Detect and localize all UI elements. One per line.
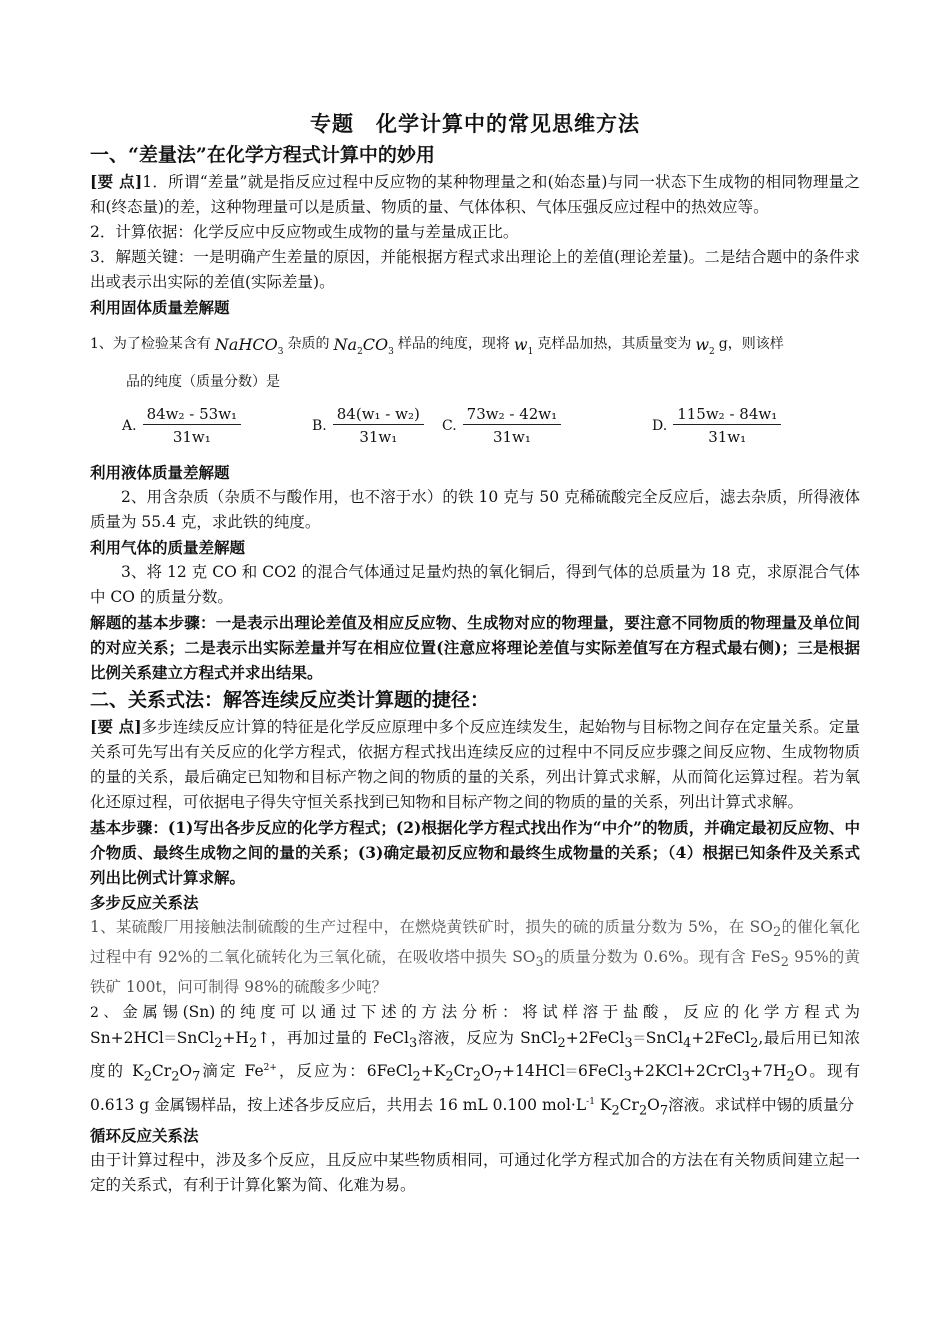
q1-text-e: g，则该样 <box>718 336 784 353</box>
subheading-cyclic: 循环反应关系法 <box>90 1125 199 1145</box>
subheading-multistep: 多步反应关系法 <box>90 893 199 913</box>
option-c: C. $\frac{\text{73w₂ - 42w₁}}{\text{31w₁}}$ <box>442 405 652 446</box>
section1-key-p1 <box>90 169 860 220</box>
formula-na2co3: $Na_2CO_3$ <box>333 335 394 358</box>
section1-heading: 一、“差量法”在化学方程式计算中的妙用 <box>90 144 435 166</box>
option-d: D. $\frac{\text{115w₂ - 84w₁}}{\text{31w₁}}$ <box>652 405 781 446</box>
answer-options <box>122 405 860 446</box>
question-2: 2、用含杂质（杂质不与酸作用，也不溶于水）的铁 10 克与 50 克稀硫酸完全反应后，滤去杂质，所得液体质量为 55.4 克，求此铁的纯度。 <box>90 488 860 532</box>
subheading-gas: 利用气体的质量差解题 <box>90 538 246 558</box>
key-label: [要 点] <box>90 172 143 191</box>
key-label: [要 点] <box>90 717 142 737</box>
question-1 <box>90 326 860 358</box>
cyclic-paragraph: 由于计算过程中，涉及多个反应，且反应中某些物质相同，可通过化学方程式加合的方法在有关物质间建立起一定的关系式，有利于计算化繁为简、化难为易。 <box>90 1150 860 1194</box>
q1-text-c: 样品的纯度，现将 <box>397 336 510 353</box>
multistep-question-1: 1、某硫酸厂用接触法制硫酸的生产过程中，在燃烧黄铁矿时，损失的硫的质量分数为 5%，在 $SO_2$的催化氧化过程中有 92%的二氧化硫转化为三氧化硫，在吸收塔中损失 $SO_3$的质量分数为 0.6%。现有含 FeS$_2$ 95%的黄铁矿 100t，问可制得 98%的硫酸多少吨？ <box>90 918 860 997</box>
key-text: 1．所谓“差量”就是指反应过程中反应物的某种物理量之和(始态量)与同一状态下生成物的相同物理量之和(终态量)的差，这种物理量可以是质量、物质的量、气体体积、气体压强反应过程中的热效应等。 <box>90 173 860 216</box>
q1-text-d: 克样品加热，其质量变为 <box>537 336 692 353</box>
multistep-question-2: 2、金属锡(Sn)的纯度可以通过下述的方法分析：将试样溶于盐酸，反应的化学方程式为 $Sn+2HCl=SnCl_2+H_2↑$，再加过量的 FeCl$_3$溶液，反应为 SnCl$_2$+2FeCl$_3$=SnCl$_4$+2FeCl$_2$,最后用已知浓度的 $K_2Cr_2O_7$滴定 $Fe^{2+}$，反应为：$6FeCl_2+K_2Cr_2O_7+14HCl=6FeCl_3+2KCl+2CrCl_3+7H_2O$。现有 0.613 g 金属锡样品，按上述各步反应后，共用去 16 mL 0.100 $mol\cdot L^{-1}$ $K_2Cr_2O_7$溶液。求试样中锡的质量分 <box>90 1003 861 1118</box>
section2-heading: 二、关系式法：解答连续反应类计算题的捷径： <box>90 689 490 712</box>
document-page <box>90 108 860 1198</box>
option-a: A. $\frac{\text{84w₂ - 53w₁}}{\text{31w₁}}$ <box>122 405 312 446</box>
section2-key-p1 <box>90 714 860 815</box>
subheading-solid: 利用固体质量差解题 <box>90 298 230 317</box>
section1-steps: 解题的基本步骤：一是表示出理论差值及相应反应物、生成物对应的物理量，要注意不同物质的物理量及单位间的对应关系；二是表示出实际差量并写在相应位置(注意应将理论差值与实际差值写在方程式最右侧)；三是根据比例关系建立方程式并求出结果。 <box>90 613 860 683</box>
section1-p3: 3．解题关键：一是明确产生差量的原因，并能根据方程式求出理论上的差值(理论差量)。二是结合题中的条件求出或表示出实际的差值(实际差量)。 <box>90 248 860 291</box>
option-b: B. $\frac{\text{84(w₁ - w₂)}}{\text{31w₁}}$ <box>312 405 442 446</box>
formula-w1: $w_1$ <box>513 335 534 358</box>
section1-p2: 2．计算依据：化学反应中反应物或生成物的量与差量成正比。 <box>90 223 519 241</box>
section2-steps: 基本步骤：(1)写出各步反应的化学方程式；(2)根据化学方程式找出作为“中介”的物质，并确定最初反应物、中介物质、最终生成物之间的量的关系；(3)确定最初反应物和最终生成物量的关系；（4）根据已知条件及关系式列出比例式计算求解。 <box>90 818 860 888</box>
key-text: 多步连续反应计算的特征是化学反应原理中多个反应连续发生，起始物与目标物之间存在定量关系。定量关系可先写出有关反应的化学方程式，依据方程式找出连续反应的过程中不同反应步骤之间反应物、生成物物质的量的关系，最后确定已知物和目标产物之间的物质的量的关系，列出计算式求解，从而简化运算过程。若为氧化还原过程，可依据电子得失守恒关系找到已知物和目标产物之间的物质的量的关系，列出计算式求解。 <box>90 718 860 812</box>
page-title: 专题 化学计算中的常见思维方法 <box>310 111 640 136</box>
formula-nahco3: NaHCO$_3$ <box>214 335 284 358</box>
q1-text-b: 杂质的 <box>287 336 330 353</box>
q1-line2: 品的纯度（质量分数）是 <box>126 374 280 391</box>
formula-w2: $w_2$ <box>695 335 715 358</box>
subheading-liquid: 利用液体质量差解题 <box>90 463 230 483</box>
q1-text-a: 1、为了检验某含有 <box>90 336 211 353</box>
question-3: 3、将 12 克 CO 和 CO2 的混合气体通过足量灼热的氧化铜后，得到气体的总质量为 18 克，求原混合气体中 CO 的质量分数。 <box>90 563 860 607</box>
